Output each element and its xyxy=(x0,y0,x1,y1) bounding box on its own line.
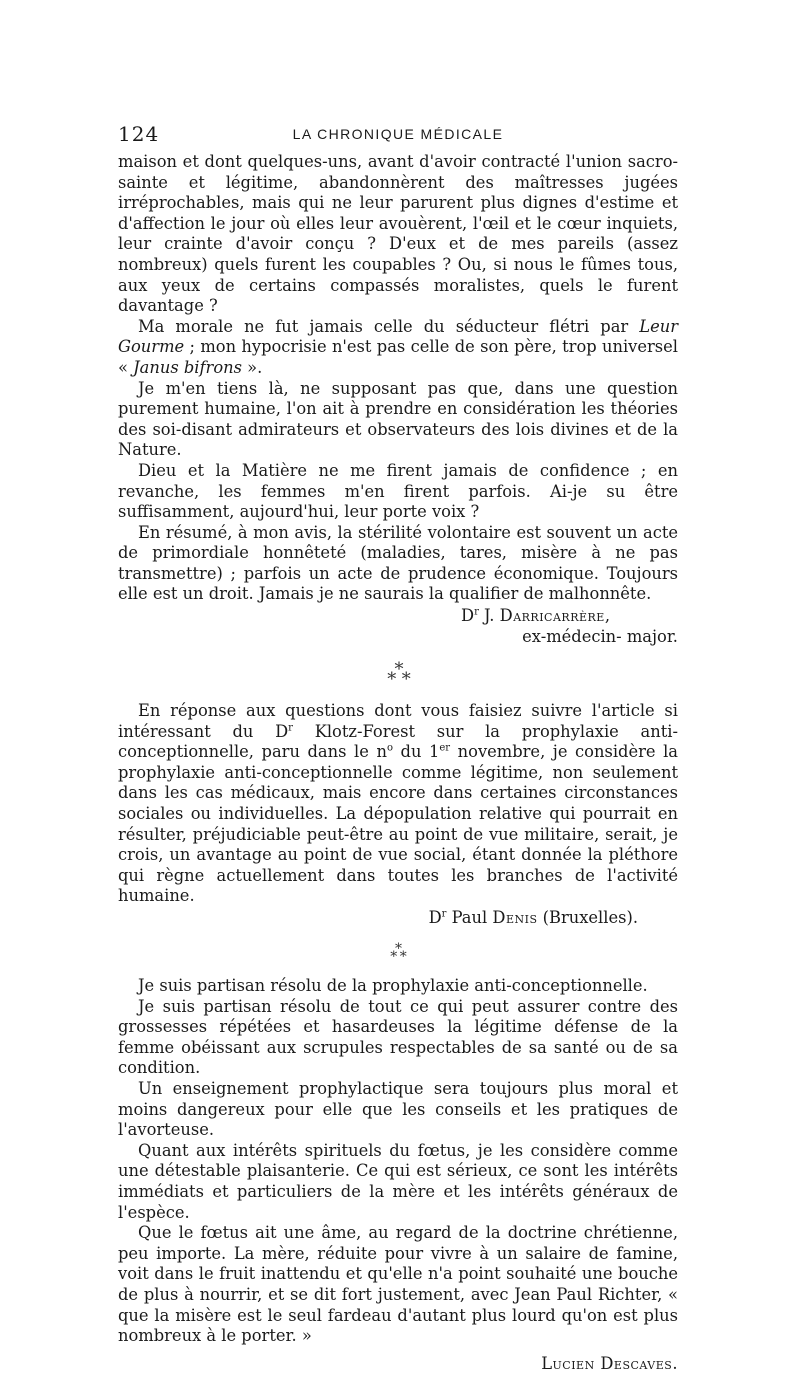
paragraph: Quant aux intérêts spirituels du fœtus, je les considère comme une détestable plaisanterie. Ce qui est sérieux, ce sont les intérêts immédiats et particuliers de la mère et les intérêts généraux de l'espèce. xyxy=(118,1140,678,1222)
asterism-star: * xyxy=(390,949,397,965)
text-run: En réponse aux questions dont vous faisiez suivre l'article si intéressant du D xyxy=(118,701,678,741)
title-abbrev: D xyxy=(461,606,475,626)
initial: J. xyxy=(478,606,500,626)
signature-descaves xyxy=(118,1353,678,1374)
text-run: du 1 xyxy=(392,742,440,762)
paragraph: En résumé, à mon avis, la stérilité volontaire est souvent un acte de primordiale honnêteté (maladies, tares, misère à ne pas transmettre) ; parfois un acte de prudence économique. Toujours elle est un droit. Jamais je ne saurais la qualifier de malhonnête. xyxy=(118,522,678,604)
page-number: 124 xyxy=(118,122,160,146)
first-name: Paul xyxy=(446,908,493,927)
running-head xyxy=(118,122,678,150)
text-run: Klotz-Forest sur la prophylaxie anti-conceptionnelle, paru dans le n xyxy=(118,721,678,762)
paragraph: Je suis partisan résolu de la prophylaxie anti-conceptionnelle. xyxy=(138,976,648,995)
paragraph: Que le fœtus ait une âme, au regard de la doctrine chrétienne, peu importe. La mère, réduite pour vivre à un salaire de famine, voit dans le fruit inattendu et qu'elle n'a point souhaité une bouche de plus à nourrir, et se dit fort justement, avec Jean Paul Richter, « que la misère est le seul fardeau d'autant plus lourd qu'on est plus nombreux à le porter. » xyxy=(118,1223,678,1346)
asterism-star: * xyxy=(399,949,406,965)
asterism-star: * xyxy=(401,669,409,691)
paragraph: Je suis partisan résolu de tout ce qui peut assurer contre des grossesses répétées et hasardeuses la légitime défense de la femme obéissant aux scrupules respectables de sa santé ou de sa condition. xyxy=(118,996,678,1078)
journal-title: LA CHRONIQUE MÉDICALE xyxy=(292,126,504,142)
superscript: r xyxy=(441,908,447,920)
asterism-star: * xyxy=(395,941,401,957)
asterism-star: * xyxy=(387,669,395,691)
author-name: Darricarrère, xyxy=(499,606,611,626)
asterism-star: * xyxy=(394,659,402,681)
asterism-separator xyxy=(118,661,678,689)
text-run: novembre, je considère la prophylaxie anti-conceptionnelle comme légitime, non seulement dans les cas médicaux, mais encore dans certaines circonstances sociales ou individuelles. La dépopulation relative qui pourrait en résulter, préjudiciable peut-être au point de vue militaire, serait, je crois, un avantage au point de vue social, étant donnée la pléthore qui règne actuellement dans toutes les branches de l'activité humaine. xyxy=(118,742,678,906)
asterism-bottom-stars xyxy=(387,669,408,690)
paragraph: Je m'en tiens là, ne supposant pas que, dans une question purement humaine, l'on ait à prendre en considération les théories des soi-disant admirateurs et observateurs des lois divines et de la Nature. xyxy=(118,378,678,460)
text-run: ; mon hypocrisie n'est pas celle de son père, trop universel « xyxy=(118,337,678,377)
author-name: Denis xyxy=(492,908,538,927)
superscript: r xyxy=(288,722,293,734)
author-name: Lucien Descaves. xyxy=(541,1353,678,1373)
signature-denis xyxy=(118,907,678,928)
signature-role: ex-médecin- major. xyxy=(522,627,678,647)
paragraph xyxy=(118,701,678,907)
asterism-bottom-stars xyxy=(390,949,405,965)
italic-title: Leur Gourme xyxy=(118,316,678,357)
signature-name-line xyxy=(461,605,678,626)
superscript: o xyxy=(386,742,393,754)
signature-darricarrere xyxy=(118,605,678,647)
title-abbrev: D xyxy=(428,908,442,927)
paragraph: Dieu et la Matière ne me firent jamais de confidence ; en revanche, les femmes m'en firent parfois. Ai-je su être suffisamment, aujourd'hui, leur porte voix ? xyxy=(118,460,678,522)
paragraph: maison et dont quelques-uns, avant d'avoir contracté l'union sacro-sainte et légitime, abandonnèrent des maîtresses jugées irréprochables, mais qui ne leur parurent plus dignes d'estime et d'affection le jour où elles leur avouèrent, l'œil et le cœur inquiets, leur crainte d'avoir conçu ? D'eux et de mes pareils (assez nombreux) quels furent les coupables ? Ou, si nous le fûmes tous, aux yeux de certains compassés moralistes, quels le furent davantage ? xyxy=(118,152,678,316)
author-place: (Bruxelles). xyxy=(537,908,638,927)
text-run: ». xyxy=(241,357,263,377)
italic-title: Janus bifrons xyxy=(133,357,242,377)
asterism-separator xyxy=(118,942,678,964)
paragraph xyxy=(118,317,678,379)
text-column xyxy=(118,122,678,1374)
paragraph: Un enseignement prophylactique sera toujours plus moral et moins dangereux pour elle que les conseils et les pratiques de l'avorteuse. xyxy=(118,1078,678,1140)
superscript: r xyxy=(474,606,479,618)
text-run: Ma morale ne fut jamais celle du séducteur flétri par xyxy=(138,316,640,336)
superscript: er xyxy=(439,742,451,754)
